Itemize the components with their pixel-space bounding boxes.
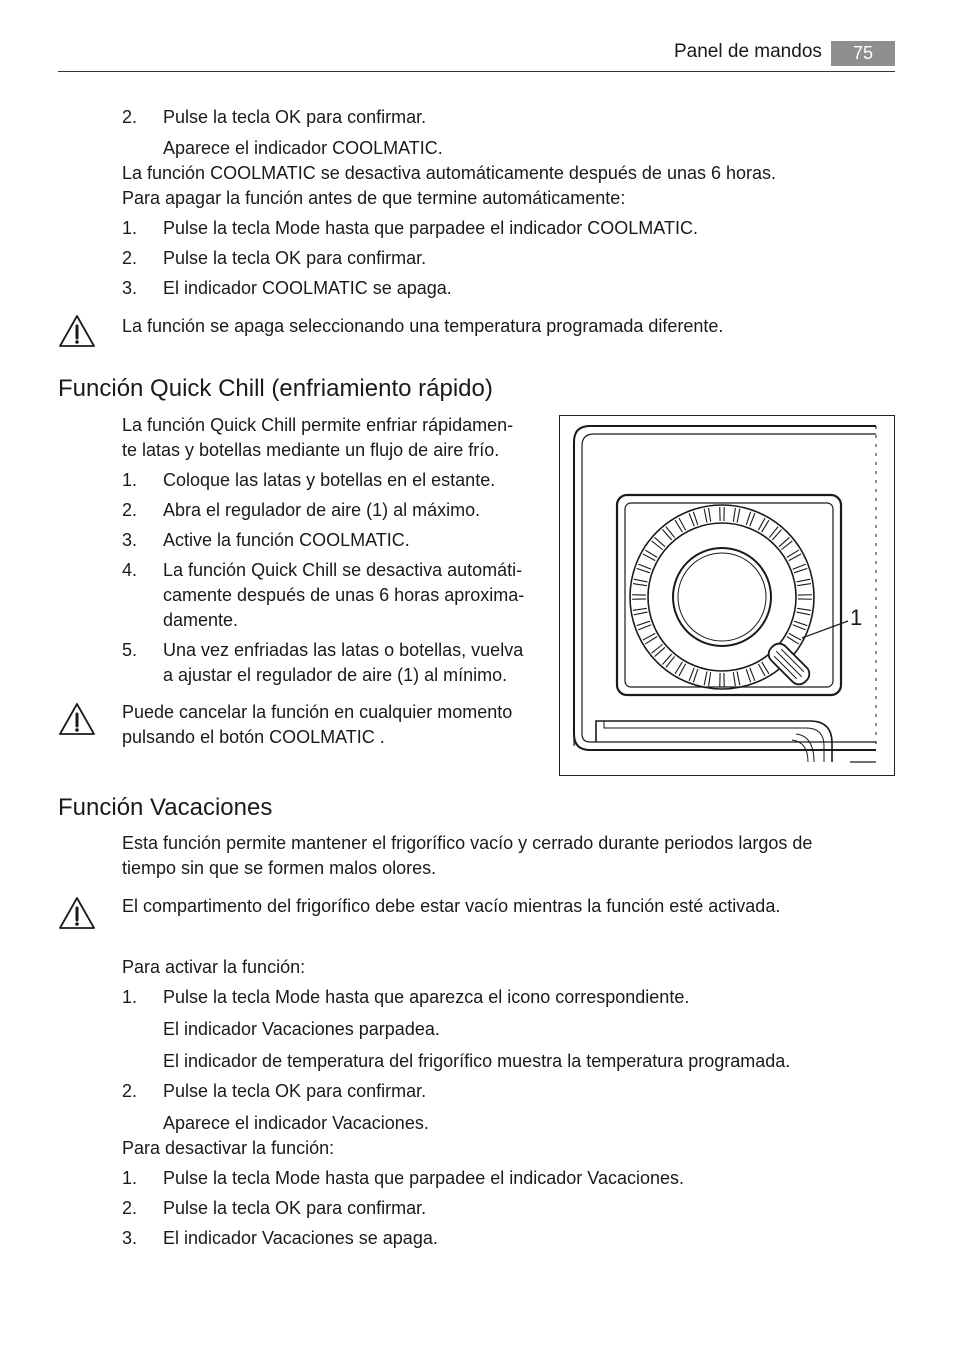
step-text: camente después de unas 6 horas aproxima-	[163, 585, 525, 605]
step-number: 2.	[122, 1081, 138, 1101]
step-text: El indicador Vacaciones se apaga.	[163, 1228, 438, 1248]
paragraph: Para desactivar la función:	[122, 1138, 335, 1158]
dial-vent-slot	[638, 564, 651, 569]
dial-vent-slot	[655, 647, 665, 656]
step-text: Pulse la tecla OK para confirmar.	[163, 248, 427, 268]
warning-icon	[58, 314, 96, 348]
step-number: 1.	[122, 1168, 138, 1188]
dial-vent-slot	[633, 584, 647, 586]
dial-vent-slot	[709, 672, 711, 686]
step-number: 3.	[122, 1228, 138, 1248]
dial-vent-slot	[793, 564, 806, 569]
dial-vent-slot	[652, 644, 663, 653]
dial-vent-slot	[693, 669, 697, 682]
step-number: 5.	[122, 640, 138, 660]
step-text: Pulse la tecla Mode hasta que parpadee el indicador COOLMATIC.	[163, 218, 698, 238]
step-number: 2.	[122, 500, 138, 520]
dial-vent-slot	[797, 584, 811, 586]
step-text: a ajustar el regulador de aire (1) al mínimo.	[163, 665, 508, 685]
dial-vent-slot	[733, 672, 735, 686]
air-regulator-drawing	[560, 416, 894, 775]
dial-vent-slot	[634, 579, 648, 582]
step-number: 2.	[122, 107, 138, 127]
step-text: Pulse la tecla Mode hasta que parpadee el indicador Vacaciones.	[163, 1168, 685, 1188]
step-result: Aparece el indicador COOLMATIC.	[163, 138, 443, 158]
dial-vent-slot	[769, 527, 778, 538]
step-text: La función Quick Chill se desactiva automáti-	[163, 560, 523, 580]
step-text: Pulse la tecla OK para confirmar.	[163, 1198, 427, 1218]
dial-vent-slot	[662, 654, 671, 664]
step-result: El indicador de temperatura del frigorífico muestra la temperatura programada.	[163, 1051, 791, 1071]
dial-vent-slot	[794, 568, 807, 572]
warning-icon	[58, 896, 96, 930]
dial-vent-slot	[733, 508, 735, 522]
warning-text: El compartimento del frigorífico debe estar vacío mientras la función esté activada.	[122, 896, 781, 916]
dial-vent-slot	[796, 612, 810, 615]
step-text: damente.	[163, 610, 239, 630]
dial-vent-slot	[709, 508, 711, 522]
dial-vent-slot	[704, 509, 707, 523]
dial-vent-slot	[637, 568, 650, 572]
dial-vent-slot	[655, 537, 665, 546]
step-number: 4.	[122, 560, 138, 580]
dial-vent-slot	[666, 527, 675, 538]
warning-text: La función se apaga seleccionando una temperatura programada diferente.	[122, 316, 724, 336]
dial-vent-slot	[704, 671, 707, 685]
step-text: El indicador COOLMATIC se apaga.	[163, 278, 452, 298]
dial-vent-slot	[779, 537, 789, 546]
step-number: 1.	[122, 218, 138, 238]
section-heading-quick-chill: Función Quick Chill (enfriamiento rápido)	[58, 375, 493, 402]
paragraph-line: Esta función permite mantener el frigorífico vacío y cerrado durante periodos largos de	[122, 833, 813, 853]
dial-vent-slot	[746, 669, 750, 682]
page-number-badge: 75	[831, 41, 895, 66]
dial-vent-slot	[793, 625, 806, 630]
paragraph: La función COOLMATIC se desactiva automáticamente después de unas 6 horas.	[122, 163, 777, 183]
dial-vent-slot	[689, 513, 694, 526]
paragraph-line: tiempo sin que se formen malos olores.	[122, 858, 437, 878]
header-divider	[58, 71, 895, 72]
page-header-title: Panel de mandos	[674, 41, 822, 62]
step-number: 3.	[122, 278, 138, 298]
paragraph: Para activar la función:	[122, 957, 306, 977]
dial-vent-slot	[796, 579, 810, 582]
dial-vent-slot	[737, 509, 740, 523]
dial-vent-slot	[633, 608, 647, 610]
air-regulator-illustration	[559, 415, 895, 776]
dial-vent-slot	[634, 612, 648, 615]
paragraph-line: La función Quick Chill permite enfriar rápidamen-	[122, 415, 514, 435]
step-result: Aparece el indicador Vacaciones.	[163, 1113, 429, 1133]
dial-vent-slot	[746, 512, 750, 525]
step-number: 2.	[122, 248, 138, 268]
step-number: 3.	[122, 530, 138, 550]
dial-vent-slot	[662, 530, 671, 540]
step-text: Active la función COOLMATIC.	[163, 530, 410, 550]
dial-vent-slot	[750, 513, 755, 526]
step-text: Abra el regulador de aire (1) al máximo.	[163, 500, 481, 520]
step-text: Pulse la tecla OK para confirmar.	[163, 1081, 427, 1101]
step-number: 1.	[122, 470, 138, 490]
dial-vent-slot	[652, 541, 663, 550]
warning-icon	[58, 702, 96, 736]
dial-vent-slot	[689, 668, 694, 681]
warning-text: Puede cancelar la función en cualquier momento	[122, 702, 513, 722]
dial-vent-slot	[750, 668, 755, 681]
step-text: Pulse la tecla OK para confirmar.	[163, 107, 427, 127]
step-text: Pulse la tecla Mode hasta que aparezca el icono correspondiente.	[163, 987, 690, 1007]
dial-vent-slot	[638, 625, 651, 630]
step-text: Una vez enfriadas las latas o botellas, vuelva	[163, 640, 524, 660]
dial-vent-slot	[693, 512, 697, 525]
dial-vent-slot	[737, 671, 740, 685]
step-number: 2.	[122, 1198, 138, 1218]
section-heading-vacation: Función Vacaciones	[58, 794, 273, 821]
step-number: 1.	[122, 987, 138, 1007]
paragraph-line: te latas y botellas mediante un flujo de aire frío.	[122, 440, 500, 460]
step-result: El indicador Vacaciones parpadea.	[163, 1019, 440, 1039]
step-text: Coloque las latas y botellas en el estante.	[163, 470, 496, 490]
dial-vent-slot	[637, 621, 650, 625]
dial-vent-slot	[781, 541, 792, 550]
figure-callout-label: 1	[850, 605, 863, 630]
warning-text: pulsando el botón COOLMATIC .	[122, 727, 385, 747]
dial-vent-slot	[666, 656, 675, 667]
dial-vent-slot	[797, 608, 811, 610]
dial-vent-slot	[794, 621, 807, 625]
paragraph: Para apagar la función antes de que termine automáticamente:	[122, 188, 626, 208]
dial-vent-slot	[772, 530, 781, 540]
